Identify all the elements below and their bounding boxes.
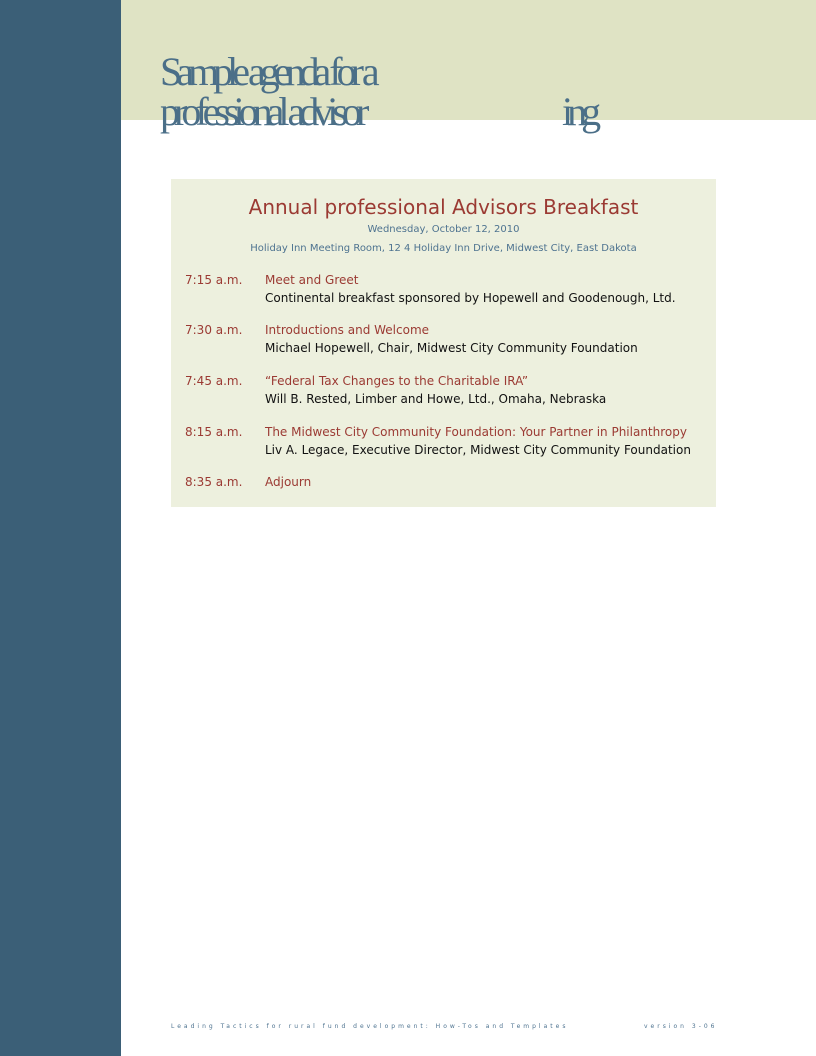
agenda-topic: Adjourn [265, 475, 312, 489]
agenda-detail: Liv A. Legace, Executive Director, Midwest City Community Foundation [265, 443, 691, 457]
footer-version: version 3-06 [644, 1023, 718, 1030]
agenda-time: 8:15 a.m. [185, 425, 243, 439]
footer-series-title: Leading Tactics for rural fund development: How-Tos and Templates [171, 1023, 569, 1030]
agenda-detail: Michael Hopewell, Chair, Midwest City Community Foundation [265, 341, 638, 355]
agenda-detail: Continental breakfast sponsored by Hopewell and Goodenough, Ltd. [265, 291, 676, 305]
sidebar-band [0, 0, 121, 1056]
event-title: Annual professional Advisors Breakfast [248, 195, 639, 219]
document-title-tail: ing [562, 89, 596, 134]
agenda-time: 8:35 a.m. [185, 475, 243, 489]
agenda-detail: Will B. Rested, Limber and Howe, Ltd., Omaha, Nebraska [265, 392, 607, 406]
agenda-topic: Meet and Greet [265, 273, 359, 287]
document-title-line1: Sample agenda for a [160, 49, 374, 94]
agenda-time: 7:45 a.m. [185, 374, 243, 388]
document-title [160, 49, 620, 134]
event-location: Holiday Inn Meeting Room, 12 4 Holiday Inn Drive, Midwest City, East Dakota [250, 243, 637, 254]
agenda-time: 7:15 a.m. [185, 273, 243, 287]
agenda-topic: “Federal Tax Changes to the Charitable IRA” [265, 374, 529, 388]
document-title-line2: professional advisor [160, 89, 364, 134]
agenda-panel [171, 179, 716, 507]
agenda-topic: The Midwest City Community Foundation: Your Partner in Philanthropy [265, 425, 687, 439]
event-date: Wednesday, October 12, 2010 [367, 224, 520, 235]
agenda-topic: Introductions and Welcome [265, 323, 430, 337]
agenda-time: 7:30 a.m. [185, 323, 243, 337]
